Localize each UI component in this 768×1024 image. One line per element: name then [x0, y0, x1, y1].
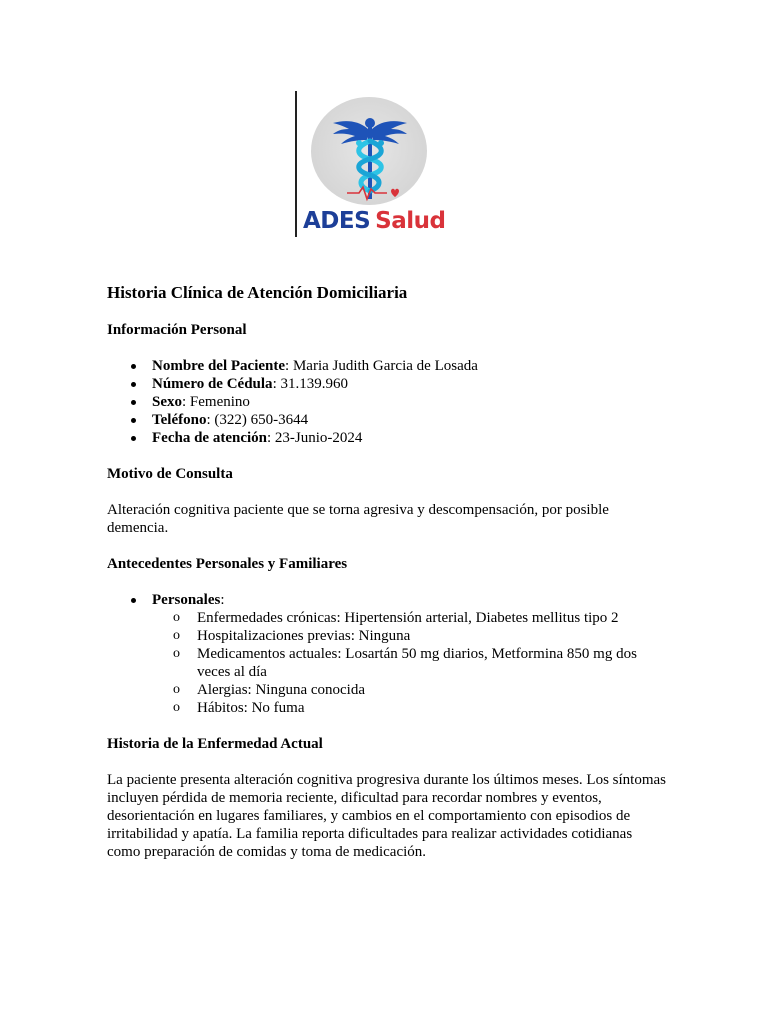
- field-label: Número de Cédula: [152, 376, 273, 392]
- logo-wordmark: [303, 207, 445, 235]
- list-item: [107, 591, 667, 717]
- document-content: [107, 283, 667, 861]
- list-item: [107, 357, 667, 375]
- sublist-item: o Hábitos: No fuma: [152, 699, 667, 717]
- field-value: : 23-Junio-2024: [266, 430, 363, 446]
- field-label: Sexo: [152, 394, 182, 410]
- reason-heading: Motivo de Consulta: [107, 466, 233, 482]
- sublist-item: o Medicamentos actuales: Losartán 50 mg diarios, Metformina 850 mg dos veces al día: [152, 645, 667, 681]
- field-label: Nombre del Paciente: [152, 358, 286, 374]
- current-illness-heading: Historia de la Enfermedad Actual: [107, 736, 323, 752]
- list-item: [107, 393, 667, 411]
- logo-divider: [295, 91, 297, 237]
- logo-brand-primary: ADES: [303, 208, 371, 234]
- field-label: Teléfono: [152, 412, 207, 428]
- history-heading: Antecedentes Personales y Familiares: [107, 556, 348, 572]
- field-value: : (322) 650-3644: [206, 412, 309, 428]
- sublist-item: o Enfermedades crónicas: Hipertensión arterial, Diabetes mellitus tipo 2: [152, 609, 667, 627]
- list-item: [107, 375, 667, 393]
- reason-text: Alteración cognitiva paciente que se torna agresiva y descompensación, por posible demencia.: [107, 502, 609, 536]
- personal-info-heading: Información Personal: [107, 322, 247, 338]
- personal-history-sublist: [152, 609, 667, 717]
- document-title: Historia Clínica de Atención Domiciliaria: [107, 283, 408, 302]
- field-value: : 31.139.960: [272, 376, 348, 392]
- history-list: [107, 591, 667, 717]
- logo-brand-secondary: Salud: [375, 208, 446, 234]
- caduceus-icon: [325, 109, 415, 209]
- personal-history-label: Personales: [152, 592, 221, 608]
- sublist-item: o Alergias: Ninguna conocida: [152, 681, 667, 699]
- personal-history-suffix: :: [220, 592, 225, 608]
- ades-salud-logo: [295, 91, 450, 239]
- list-item: [107, 411, 667, 429]
- field-label: Fecha de atención: [152, 430, 267, 446]
- field-value: : Maria Judith Garcia de Losada: [285, 358, 478, 374]
- list-item: [107, 429, 667, 447]
- sublist-item: o Hospitalizaciones previas: Ninguna: [152, 627, 667, 645]
- current-illness-text: La paciente presenta alteración cognitiva progresiva durante los últimos meses. Los síntomas incluyen pérdida de memoria reciente, dificultad para recordar nombres y eventos, desorientación en lugares familiares, y cambios en el comportamiento con episodios de irritabilidad y apatía. La familia reporta dificultades para realizar actividades cotidianas como preparación de comidas y toma de medicación.: [107, 772, 666, 860]
- field-value: : Femenino: [182, 394, 250, 410]
- personal-info-list: [107, 357, 667, 447]
